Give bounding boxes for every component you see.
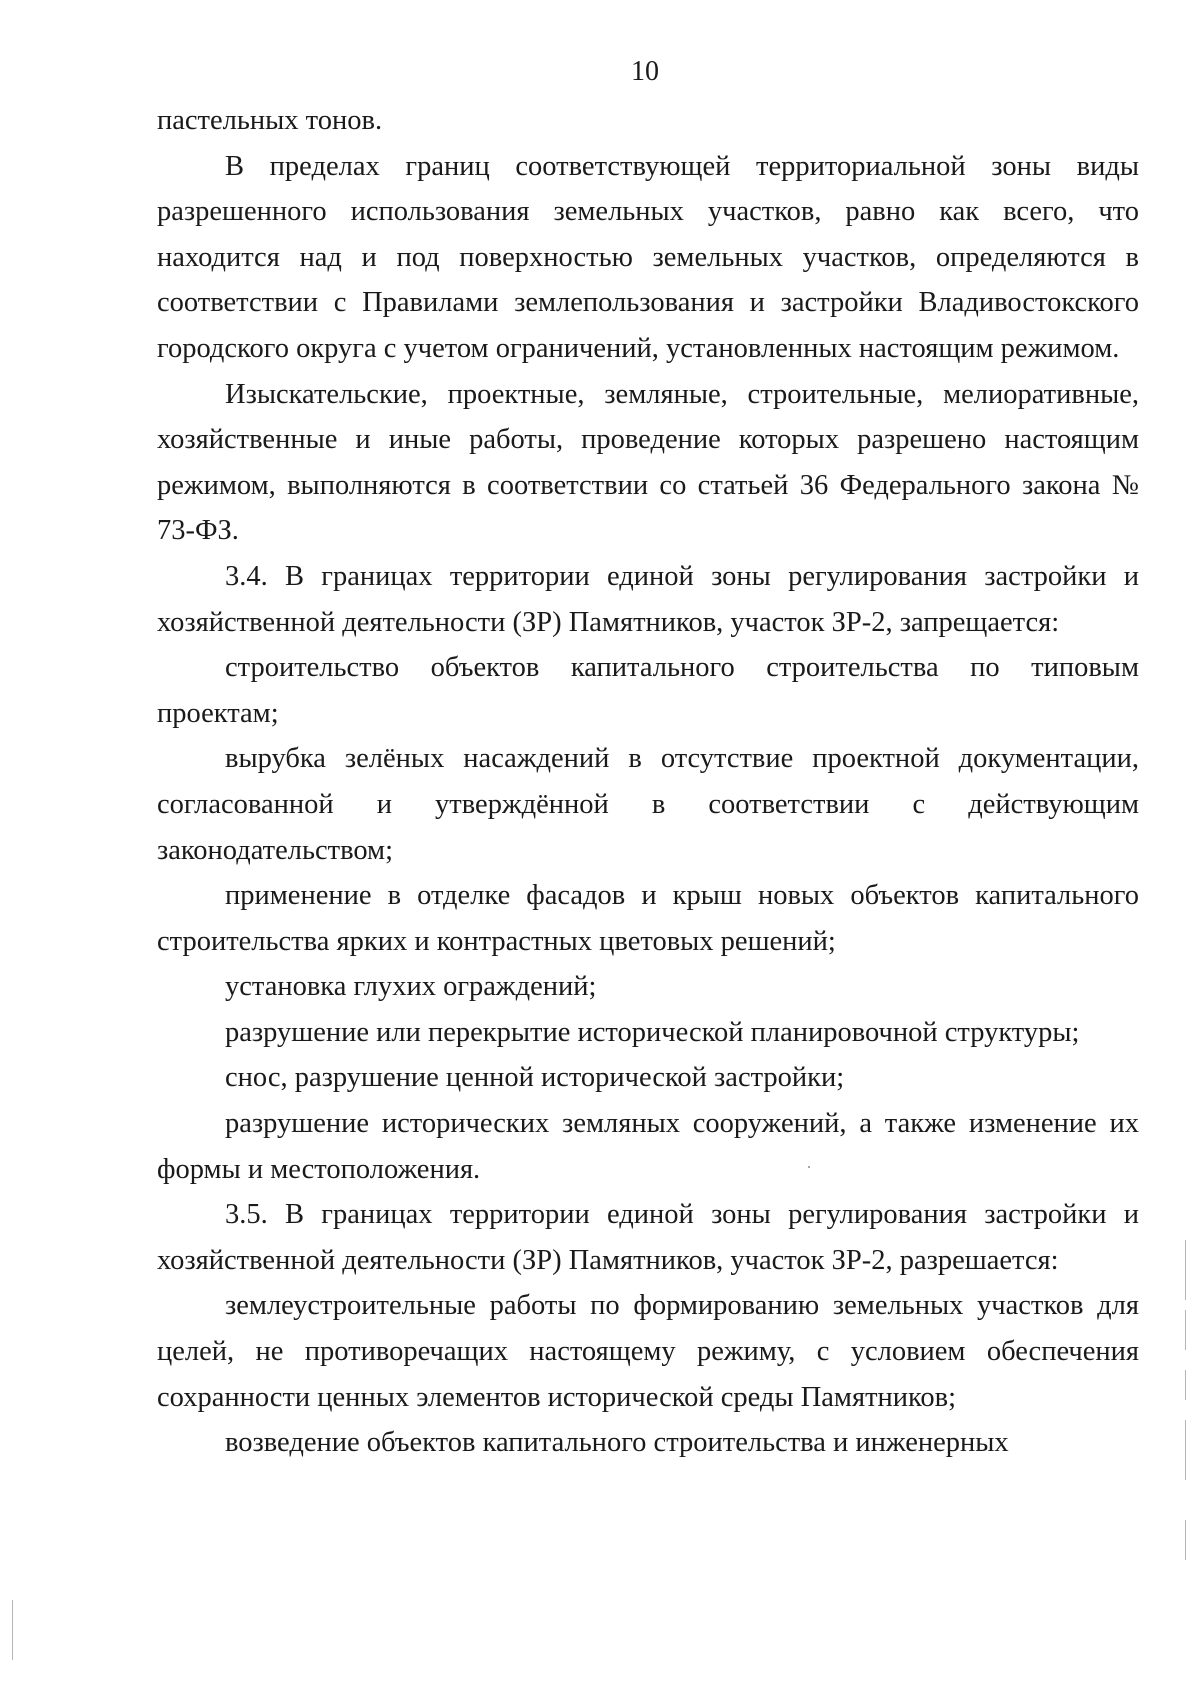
scan-artifact: [1185, 1370, 1186, 1400]
prohibition-item: разрушение или перекрытие исторической планировочной структуры;: [225, 1016, 1080, 1048]
page-number: 10: [631, 56, 659, 87]
scan-artifact: [12, 1600, 13, 1660]
prohibition-item: вырубка зелёных насаждений в отсутствие проектной документации, согласованной и утверждённой в соответствии с действующим законодательством;: [157, 743, 1139, 866]
scan-artifact: [1185, 1520, 1186, 1560]
prohibition-item: снос, разрушение ценной исторической застройки;: [225, 1062, 845, 1094]
permission-item: возведение объектов капитального строительства и инженерных: [225, 1427, 1009, 1459]
paragraph: пастельных тонов.: [157, 105, 383, 136]
prohibition-item: применение в отделке фасадов и крыш новых объектов капитального строительства ярких и контрастных цветовых решений;: [157, 880, 1139, 957]
document-body: [157, 98, 1139, 1466]
scan-artifact: [1185, 1310, 1186, 1350]
scan-artifact: [1185, 1420, 1186, 1480]
scan-artifact: [1185, 1240, 1186, 1300]
prohibition-item: разрушение исторических земляных сооружений, а также изменение их формы и местоположения.: [157, 1108, 1139, 1185]
permission-item: землеустроительные работы по формированию земельных участков для целей, не противоречащих настоящему режиму, с условием обеспечения сохранности ценных элементов исторической среды Памятников;: [157, 1290, 1139, 1413]
section-3-5-heading: 3.5. В границах территории единой зоны регулирования застройки и хозяйственной деятельности (ЗР) Памятников, участок ЗР-2, разрешается:: [157, 1199, 1139, 1276]
paragraph: В пределах границ соответствующей территориальной зоны виды разрешенного использования земельных участков, равно как всего, что находится над и под поверхностью земельных участков, определяются в соответствии с Правилами землепользования и застройки Владивостокского городского округа с учетом ограничений, установленных настоящим режимом.: [157, 150, 1139, 364]
paragraph: Изыскательские, проектные, земляные, строительные, мелиоративные, хозяйственные и иные работы, проведение которых разрешено настоящим режимом, выполняются в соответствии со статьей 36 Федерального закона № 73-ФЗ.: [157, 378, 1139, 547]
prohibition-item: строительство объектов капитального строительства по типовым проектам;: [157, 652, 1139, 729]
scan-artifact: [808, 1166, 810, 1168]
section-3-4-heading: 3.4. В границах территории единой зоны регулирования застройки и хозяйственной деятельности (ЗР) Памятников, участок ЗР-2, запрещается:: [157, 560, 1139, 638]
prohibition-item: установка глухих ограждений;: [225, 971, 597, 1003]
